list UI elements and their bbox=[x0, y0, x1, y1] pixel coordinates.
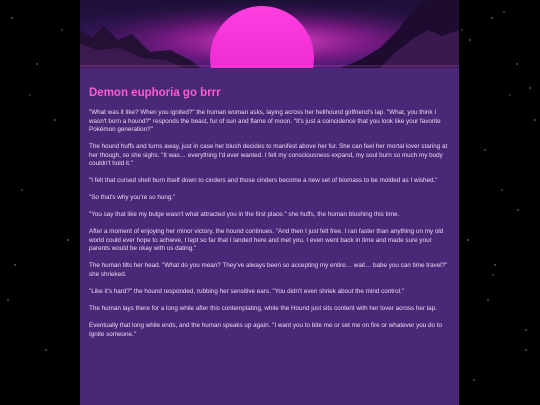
post-paragraph: "Like it's hard?" the hound responded, rubbing her sensitive ears. "You didn't even shriek about the mind control." bbox=[89, 288, 404, 296]
post-content bbox=[80, 68, 459, 339]
post-paragraph: The hound huffs and turns away, just in case her blush decides to manifest above her fur. She can feel her mortal lover staring at her though, so she sighs. "It was… everything I'd ever wanted. I felt my consciousness expand, my soul burn so much my body couldn't hold it." bbox=[89, 143, 448, 168]
post-paragraph: After a moment of enjoying her minor victory, the hound continues. "And then I just felt free. I ran faster than anything on my old world could ever hope to achieve, I lept so far that I landed here and met you. I even went back in time and made sure your parents would be okay with us dating." bbox=[89, 228, 444, 253]
post-paragraph: "So that's why you're so hung." bbox=[89, 194, 176, 202]
post-title: Demon euphoria go brrr bbox=[89, 87, 221, 99]
post-paragraph: The human tilts her head. "What do you mean? They've always been so accepting my entire… wait… babe you can time travel?" she shrieked. bbox=[89, 262, 448, 279]
post-paragraph: "What was it like? When you ignited?" the human woman asks, laying across her hellhound girlfriend's lap. "What, you think I wasn't born a hound?" responds the beast, fur of sun and flame of moon. "It's just a coincidence that you look like your favorite Pokémon generation?" bbox=[89, 109, 441, 134]
post-paragraph: "I felt that cursed shell burn itself down to cinders and those cinders become a new set of biomass to be molded as I wished." bbox=[89, 177, 438, 185]
post-paragraph: Eventually that long while ends, and the human speaks up again. "I want you to bite me or set me on fire or whatever you do to Ignite someone." bbox=[89, 322, 442, 338]
starfield-right bbox=[460, 0, 540, 405]
post-paragraph: The human lays there for a long while after this contemplating, while the Hound just sits content with her lover across her lap. bbox=[89, 305, 437, 313]
synthwave-sun-banner bbox=[80, 0, 459, 68]
post-container bbox=[80, 0, 459, 405]
post-paragraph: "You say that like my bulge wasn't what attracted you in the first place." she huffs, the human blushing this time. bbox=[89, 211, 400, 219]
header-banner bbox=[80, 0, 459, 68]
